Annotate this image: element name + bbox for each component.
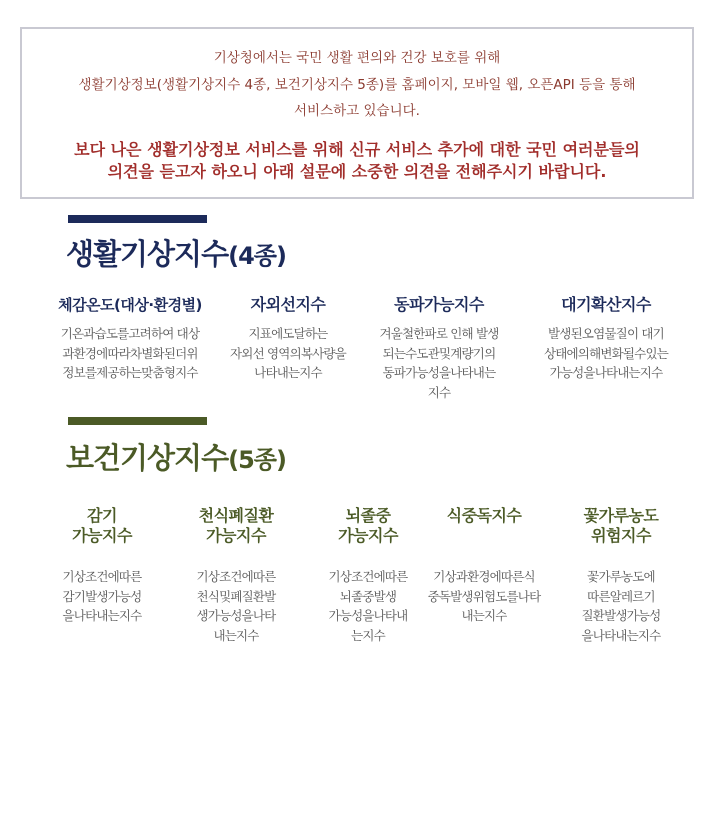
desc-line: 기상과환경에따른식 (433, 569, 535, 584)
life-item-desc (370, 324, 508, 402)
life-section-title-text: 생활기상지수 (66, 237, 229, 271)
life-item-desc (218, 324, 358, 383)
desc-line: 상태에의해변화될수있는 (543, 345, 669, 361)
desc-line: 뇌졸중발생 (339, 588, 397, 604)
health-item-desc (50, 567, 154, 626)
health-section-count: (5종) (228, 446, 286, 474)
life-item-title: 자외선지수 (250, 295, 326, 314)
desc-line: 동파가능성을나타내는 (382, 365, 496, 380)
desc-line: 을나타내는지수 (581, 627, 661, 643)
health-item-title-1: 식중독지수 (446, 506, 522, 525)
health-item-desc (569, 567, 673, 645)
desc-line: 나타내는지수 (254, 365, 322, 380)
health-section-bar (68, 417, 207, 425)
desc-line: 질환발생가능성 (581, 608, 661, 623)
life-item-diffusion (534, 295, 678, 383)
life-item-title: 대기확산지수 (561, 295, 651, 314)
life-section-count: (4종) (228, 242, 286, 270)
health-item-title-2 (418, 526, 550, 546)
health-item-cold (50, 506, 154, 626)
desc-line: 따른알레르기 (587, 588, 655, 604)
desc-line: 감기발생가능성 (62, 588, 142, 604)
health-section-title-text: 보건기상지수 (66, 441, 229, 475)
health-item-food-poisoning (418, 506, 550, 626)
health-item-desc (418, 567, 550, 626)
health-section-title (66, 436, 286, 477)
desc-line: 기상조건에따른 (328, 569, 408, 584)
survey-notice-box (20, 27, 694, 199)
life-item-feels-like (46, 295, 214, 383)
desc-line: 을나타내는지수 (62, 608, 142, 623)
desc-line: 지표에도달하는 (248, 326, 328, 341)
desc-line: 내는지수 (213, 627, 259, 643)
desc-line: 기온과습도를고려하여 대상 (60, 326, 200, 341)
desc-line: 기상조건에따른 (196, 569, 276, 584)
notice-emphasis (30, 139, 684, 183)
notice-emphasis-line-2: 의견을 듣고자 하오니 아래 설문에 소중한 의견을 전해주시기 바랍니다. (107, 162, 607, 181)
health-item-asthma (184, 506, 288, 645)
life-item-desc (534, 324, 678, 383)
health-item-title-2: 가능지수 (338, 526, 398, 545)
desc-line: 기상조건에따른 (62, 569, 142, 584)
health-item-pollen (569, 506, 673, 645)
desc-line: 천식및폐질환발 (196, 588, 276, 604)
desc-line: 되는수도관및계량기의 (382, 345, 496, 361)
life-item-title: 체감온도(대상·환경별) (58, 296, 202, 314)
life-section-bar (68, 215, 207, 223)
desc-line: 자외선 영역의복사량을 (230, 345, 346, 361)
health-item-desc (184, 567, 288, 645)
health-item-desc (316, 567, 420, 645)
desc-line: 내는지수 (461, 608, 507, 623)
health-item-stroke (316, 506, 420, 645)
notice-line-1: 기상청에서는 국민 생활 편의와 건강 보호를 위해 (213, 50, 501, 66)
health-item-title-1: 꽃가루농도 (583, 506, 659, 525)
health-item-title-2: 가능지수 (72, 526, 132, 545)
health-item-title-2: 가능지수 (206, 526, 266, 545)
desc-line: 정보를제공하는맞춤형지수 (62, 365, 198, 380)
desc-line: 지수 (427, 384, 451, 400)
desc-line: 가능성을나타내는지수 (549, 365, 663, 380)
desc-line: 과환경에따라차별화된더위 (62, 345, 198, 361)
health-item-title-2: 위험지수 (591, 526, 651, 545)
life-section-title (66, 232, 286, 273)
life-item-title: 동파가능지수 (394, 295, 484, 314)
life-item-freeze (370, 295, 508, 402)
health-item-title-1: 감기 (87, 506, 117, 525)
desc-line: 발생된오염물질이 대기 (548, 326, 664, 341)
health-item-title-1: 뇌졸중 (345, 506, 391, 525)
desc-line: 중독발생위험도를나타 (427, 588, 541, 604)
desc-line: 는지수 (351, 627, 385, 643)
notice-emphasis-line-1: 보다 나은 생활기상정보 서비스를 위해 신규 서비스 추가에 대한 국민 여러분들의 (74, 140, 640, 159)
life-item-desc (46, 324, 214, 383)
desc-line: 생가능성을나타 (196, 608, 276, 623)
desc-line: 꽃가루농도에 (587, 569, 655, 584)
notice-line-3: 서비스하고 있습니다. (294, 103, 420, 119)
health-item-title-1: 천식폐질환 (198, 506, 274, 525)
desc-line: 겨울철한파로 인해 발생 (379, 326, 499, 341)
life-item-uv (218, 295, 358, 383)
notice-line-2: 생활기상정보(생활기상지수 4종, 보건기상지수 5종)를 홈페이지, 모바일 웹, 오픈API 등을 통해 (78, 77, 636, 93)
desc-line: 가능성을나타내 (328, 608, 408, 623)
